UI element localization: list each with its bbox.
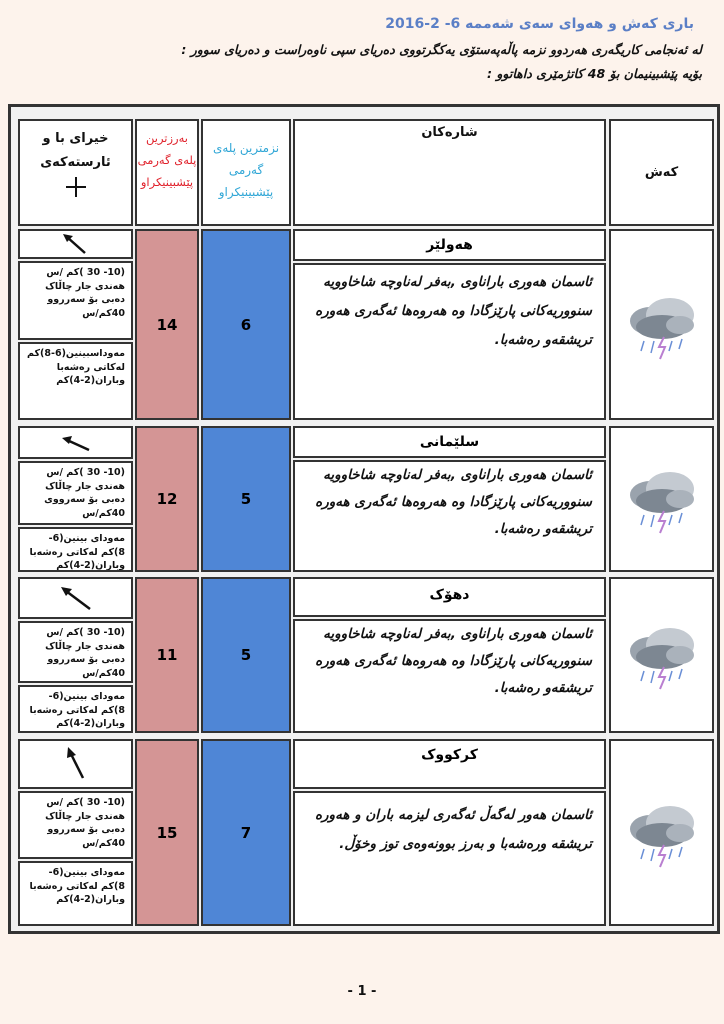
arrow-northwest-icon [59,744,93,784]
wind-speed: (10- 30 )کم /س هەندی جار چاڵاک دەبی بۆ سەرروو 40کم/س [18,621,133,683]
wind-direction [18,229,133,259]
wind-speed: (10- 30 )کم /س هەندی جار چاڵاک دەبی بۆ سەرووی 40کم/س [18,461,133,525]
wind-direction [18,577,133,619]
city-name: کرکووک [293,739,606,789]
weather-cell [609,739,714,926]
cloud-rain-lightning-icon [620,283,704,367]
header-weather: کەش [609,119,714,226]
wind-direction [18,426,133,459]
intro-line-1: لە ئەنجامی کاریگەری هەردوو نزمە پاڵەپەستۆی یەکگرتووی دەریای سپی ناوەراست و دەریای سوور : [181,42,702,57]
wind-speed: (10- 30 )کم /س هەندی جار چاڵاک دەبی بۆ سەرروو 40کم/س [18,791,133,859]
weather-description: ئاسمان هەور لەگەڵ ئەگەری لیزمە باران و هەورە تریشقە ورەشەبا و بەرز بوونەوەی توز وخۆڵ. [293,791,606,926]
max-temp: 15 [135,739,199,926]
visibility: مەوداسبینین(6-8)کم لەکاتی رەشەبا وباران(2-4)کم [18,342,133,420]
header-wind: خیرای با و ئارستەکەی [18,119,133,226]
max-temp: 11 [135,577,199,733]
city-name: سلێمانی [293,426,606,458]
arrow-northwest-icon [59,430,93,456]
header-cities: شارەکان [293,119,606,226]
city-name: دهۆک [293,577,606,617]
visibility: مەودای بینین(6-8)کم لەکاتی رەشەبا وباران(2-4)کم [18,527,133,572]
weather-description: ئاسمان هەوری باراناوی ,بەفر لەناوچە شاخاوویە سنووریەکانی پارێزگادا وە هەروەها ئەگەری هەورە تریشقەو رەشەبا. [293,619,606,733]
header-min-temp: نزمترین پلەی گەرمی پێشبینیکراو [201,119,291,226]
weather-cell [609,577,714,733]
weather-description: ئاسمان هەوری باراناوی ,بەفر لەناوچە شاخاوویە سنووریەکانی پارێزگادا وە هەروەها ئەگەری هەورە تریشقەو رەشەبا. [293,460,606,572]
weather-cell [609,426,714,572]
weather-cell [609,229,714,420]
header-max-temp: بەرزترین پلەی گەرمی پێشبینیکراو [135,119,199,226]
cloud-rain-lightning-icon [620,613,704,697]
city-name: هەولێر [293,229,606,261]
min-temp: 5 [201,426,291,572]
cloud-rain-lightning-icon [620,457,704,541]
weather-description: ئاسمان هەوری باراناوی ,بەفر لەناوچە شاخاوویە سنووریەکانی پارێزگادا وە هەروەها ئەگەری هەورە تریشقەو رەشەبا. [293,263,606,420]
page-title: باری کەش و هەوای سەى شەممە 6- 2-2016 [385,16,694,32]
intro-line-2: بۆیە پێشبینیمان بۆ 48 کاتژمێری داهاتوو : [487,66,702,81]
max-temp: 14 [135,229,199,420]
arrow-northwest-icon [59,231,93,257]
visibility: مەودای بینین(6-8)کم لەکاتی رەشەبا وباران(2-4)کم [18,861,133,926]
page-number: - 1 - [347,984,377,999]
arrow-northwest-icon [56,583,96,613]
forecast-table [8,104,720,934]
min-temp: 7 [201,739,291,926]
cross-plus-icon [64,175,88,199]
max-temp: 12 [135,426,199,572]
wind-speed: (10- 30 )کم /س هەندی جار چاڵاک دەبی بۆ سەرروو 40کم/س [18,261,133,340]
cloud-rain-lightning-icon [620,791,704,875]
visibility: مەودای بینین(6-8)کم لەکاتی رەشەبا وباران(2-4)کم [18,685,133,733]
wind-direction [18,739,133,789]
min-temp: 6 [201,229,291,420]
min-temp: 5 [201,577,291,733]
